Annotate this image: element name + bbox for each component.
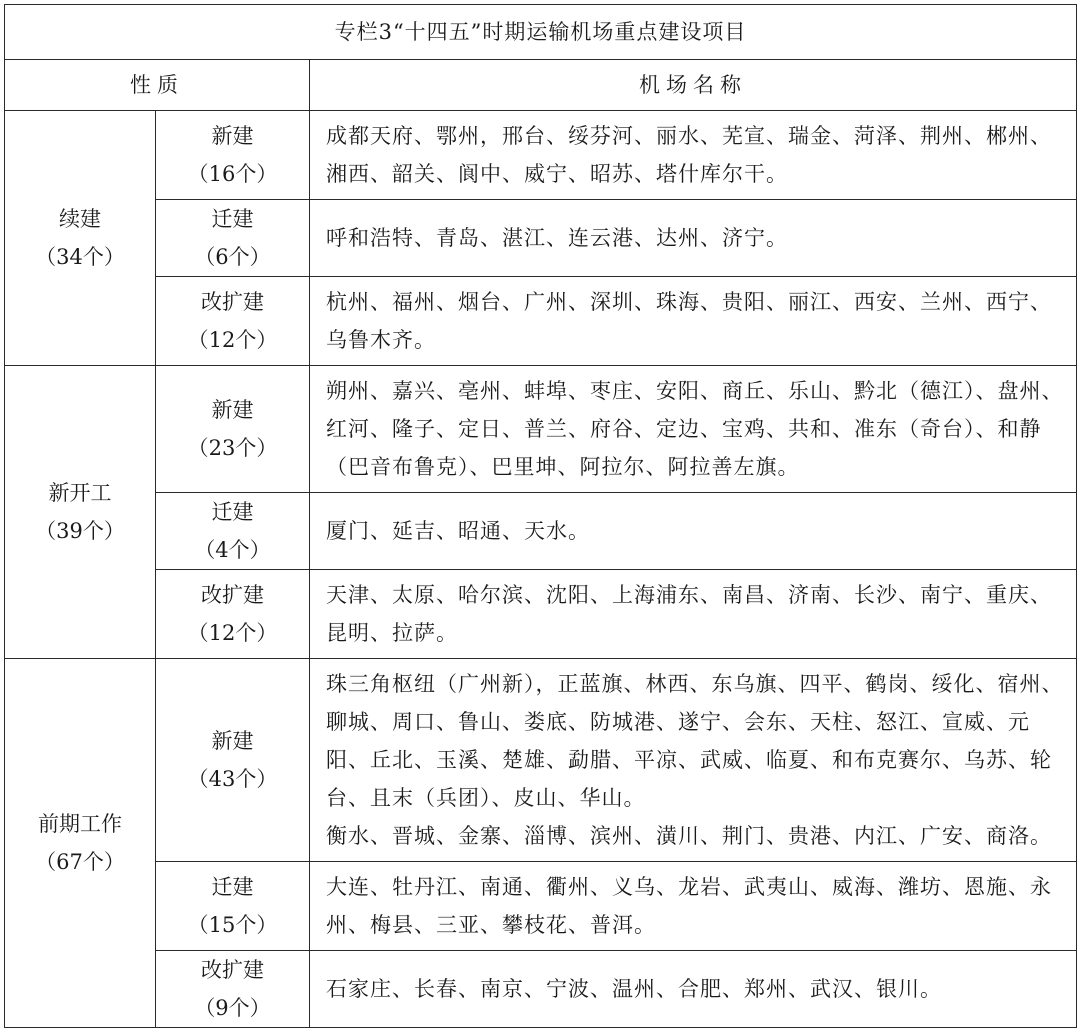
type-label: 改扩建 xyxy=(201,290,264,314)
airport-names-cell xyxy=(310,200,1077,277)
category-cell xyxy=(5,366,156,659)
type-count: （6个） xyxy=(194,245,271,269)
type-cell xyxy=(156,111,310,200)
airport-names-text: 成都天府、鄂州，邢台、绥芬河、丽水、芜宣、瑞金、菏泽、荆州、郴州、湘西、韶关、阆中、威宁、昭苏、塔什库尔干。 xyxy=(326,124,1052,186)
category-label: 前期工作 xyxy=(38,812,122,836)
airport-names-cell xyxy=(310,277,1077,366)
category-count: （39个） xyxy=(35,519,125,543)
type-cell xyxy=(156,951,310,1028)
airport-names-cell xyxy=(310,951,1077,1028)
type-label: 迁建 xyxy=(211,207,254,231)
table-title: 专栏3“十四五”时期运输机场重点建设项目 xyxy=(5,5,1077,60)
table-row xyxy=(5,111,1077,200)
category-label: 续建 xyxy=(59,207,101,231)
table-row xyxy=(5,277,1077,366)
airport-names-text: 杭州、福州、烟台、广州、深圳、珠海、贵阳、丽江、西安、兰州、西宁、乌鲁木齐。 xyxy=(326,290,1052,352)
category-count: （34个） xyxy=(35,245,125,269)
header-airports: 机场名称 xyxy=(310,60,1077,111)
airport-names-text: 石家庄、长春、南京、宁波、温州、合肥、郑州、武汉、银川。 xyxy=(326,977,942,1001)
airport-names-cell xyxy=(310,659,1077,862)
type-cell xyxy=(156,366,310,493)
type-count: （4个） xyxy=(194,538,271,562)
type-cell xyxy=(156,570,310,659)
table-row xyxy=(5,862,1077,951)
table-row xyxy=(5,570,1077,659)
category-label: 新开工 xyxy=(48,481,112,505)
type-cell xyxy=(156,200,310,277)
airport-names-cell xyxy=(310,366,1077,493)
type-label: 迁建 xyxy=(211,875,254,899)
type-cell xyxy=(156,277,310,366)
airport-names-cell xyxy=(310,493,1077,570)
header-row xyxy=(5,60,1077,111)
airport-names-cell xyxy=(310,570,1077,659)
type-cell xyxy=(156,862,310,951)
airport-names-text: 衡水、晋城、金寨、淄博、滨州、潢川、荆门、贵港、内江、广安、商洛。 xyxy=(326,824,1052,848)
category-cell xyxy=(5,659,156,1028)
type-count: （23个） xyxy=(187,436,278,460)
airport-names-text: 天津、太原、哈尔滨、沈阳、上海浦东、南昌、济南、长沙、南宁、重庆、昆明、拉萨。 xyxy=(326,583,1052,645)
title-row xyxy=(5,5,1077,60)
type-count: （12个） xyxy=(187,328,278,352)
table-row xyxy=(5,200,1077,277)
type-cell xyxy=(156,659,310,862)
airport-names-cell xyxy=(310,111,1077,200)
category-count: （67个） xyxy=(35,850,125,874)
type-count: （15个） xyxy=(187,913,278,937)
type-label: 改扩建 xyxy=(201,583,264,607)
type-count: （43个） xyxy=(187,767,278,791)
header-nature: 性质 xyxy=(5,60,310,111)
type-label: 新建 xyxy=(211,398,254,422)
airport-names-text: 朔州、嘉兴、亳州、蚌埠、枣庄、安阳、商丘、乐山、黔北（德江）、盘州、红河、隆子、定日、普兰、府谷、定边、宝鸡、共和、准东（奇台）、和静（巴音布鲁克）、巴里坤、阿拉尔、阿拉善左旗。 xyxy=(326,379,1064,479)
type-count: （16个） xyxy=(187,162,278,186)
type-cell xyxy=(156,493,310,570)
airport-names-cell xyxy=(310,862,1077,951)
category-cell xyxy=(5,111,156,366)
table-row xyxy=(5,366,1077,493)
type-count: （12个） xyxy=(187,621,278,645)
airport-projects-table xyxy=(4,4,1077,1028)
table-row xyxy=(5,659,1077,862)
table-row xyxy=(5,951,1077,1028)
type-label: 新建 xyxy=(211,729,254,753)
type-label: 新建 xyxy=(211,124,254,148)
table-row xyxy=(5,493,1077,570)
type-label: 改扩建 xyxy=(201,958,264,982)
airport-names-text: 呼和浩特、青岛、湛江、连云港、达州、济宁。 xyxy=(326,226,788,250)
airport-names-text: 珠三角枢纽（广州新），正蓝旗、林西、东乌旗、四平、鹤岗、绥化、宿州、聊城、周口、鲁山、娄底、防城港、遂宁、会东、天柱、怒江、宣威、元阳、丘北、玉溪、楚雄、勐腊、平凉、武威、临夏、和布克赛尔、乌苏、轮台、且末（兵团）、皮山、华山。 xyxy=(326,672,1064,810)
type-count: （9个） xyxy=(194,996,271,1020)
type-label: 迁建 xyxy=(211,500,254,524)
airport-names-text: 大连、牡丹江、南通、衢州、义乌、龙岩、武夷山、威海、潍坊、恩施、永州、梅县、三亚、攀枝花、普洱。 xyxy=(326,875,1052,937)
airport-names-text: 厦门、延吉、昭通、天水。 xyxy=(326,519,590,543)
